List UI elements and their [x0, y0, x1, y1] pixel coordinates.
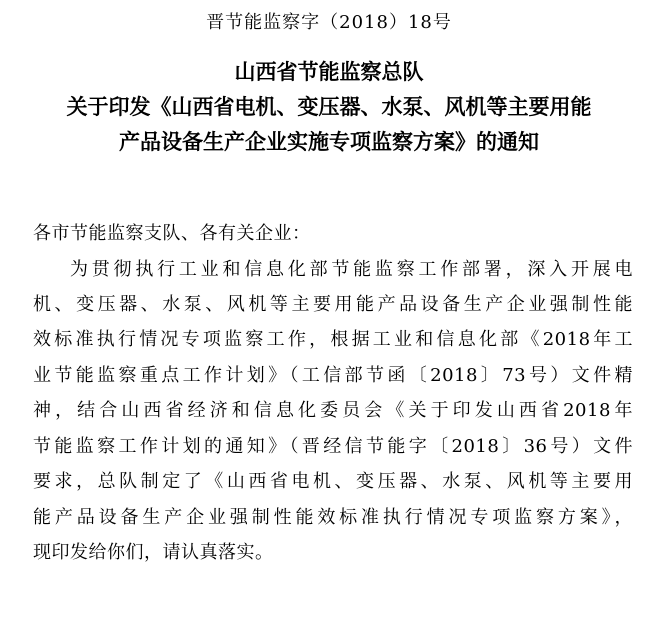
title-line-2: 关于印发《山西省电机、变压器、水泵、风机等主要用能 [66, 95, 592, 119]
body-line-1: 为贯彻执行工业和信息化部节能监察工作部署，深入开展电 [70, 259, 633, 280]
body-line-5: 神，结合山西省经济和信息化委员会《关于印发山西省2018年 [33, 400, 633, 421]
body-line-3: 效标准执行情况专项监察工作，根据工业和信息化部《2018年工 [33, 329, 633, 350]
body-line-8: 能产品设备生产企业强制性能效标准执行情况专项监察方案》， [33, 507, 633, 528]
document-number: 晋节能监察字（2018）18号 [206, 12, 452, 33]
salutation: 各市节能监察支队、各有关企业： [33, 223, 311, 244]
body-line-6: 节能监察工作计划的通知》（晋经信节能字〔2018〕36号）文件 [33, 436, 633, 457]
body-line-4: 业节能监察重点工作计划》（工信部节函〔2018〕73号）文件精 [33, 365, 633, 386]
body-line-9: 现印发给你们，请认真落实。 [33, 542, 274, 563]
body-line-2: 机、变压器、水泵、风机等主要用能产品设备生产企业强制性能 [33, 294, 633, 315]
body-line-7: 要求，总队制定了《山西省电机、变压器、水泵、风机等主要用 [33, 471, 633, 492]
title-line-1: 山西省节能监察总队 [234, 60, 424, 84]
title-line-3: 产品设备生产企业实施专项监察方案》的通知 [119, 130, 539, 154]
